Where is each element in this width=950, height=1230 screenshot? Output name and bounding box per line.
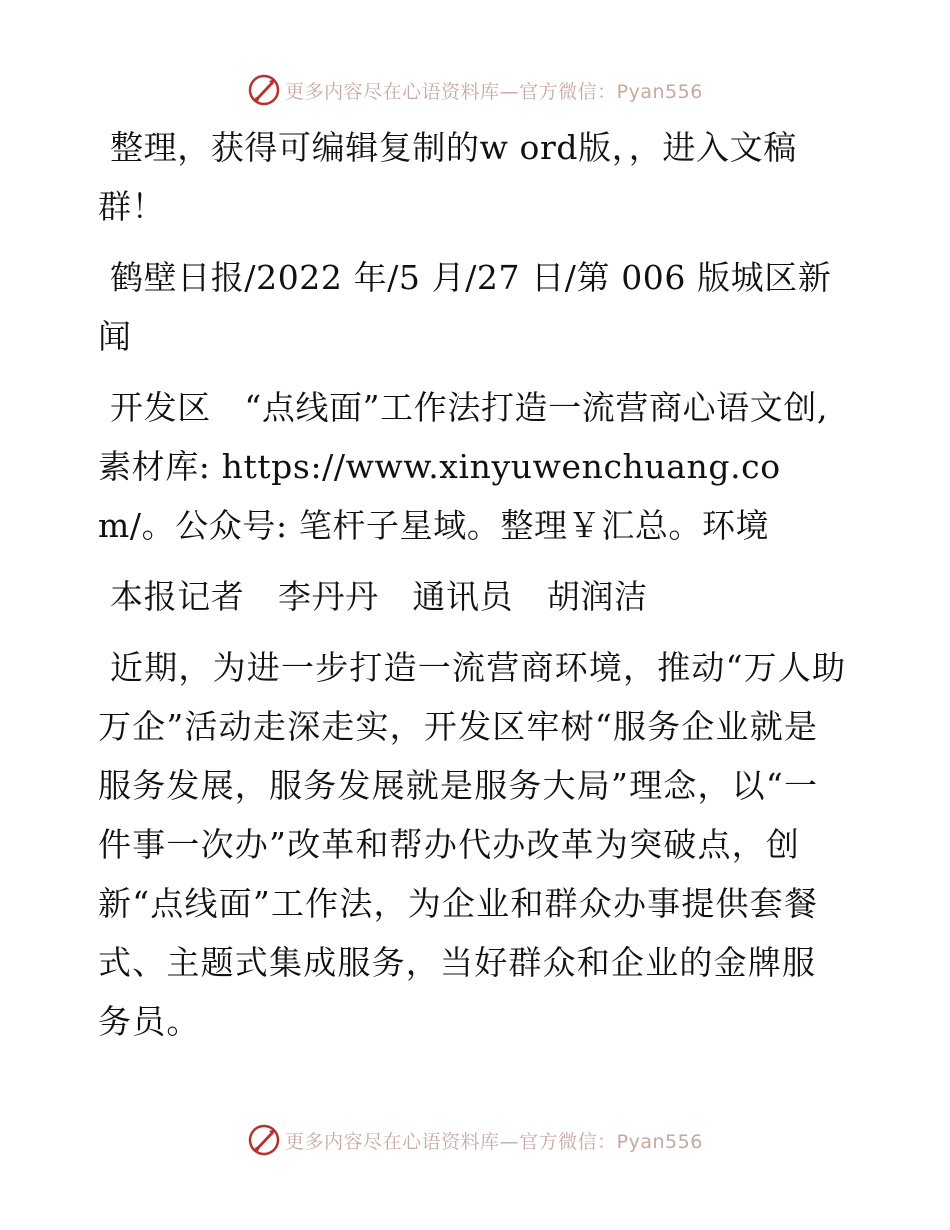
intro-paragraph: 整理，获得可编辑复制的w ord版，，进入文稿群！ [98, 128, 797, 226]
article-paragraph: 近期，为进一步打造一流营商环境，推动“万人助万企”活动走深走实，开发区牢树“服务企业就是服务发展，服务发展就是服务大局”理念，以“一件事一次办”改革和帮办代办改革为突破点，创新“点线面”工作法，为企业和群众办事提供套餐式、主题式集成服务，当好群众和企业的金牌服务员。 [98, 648, 847, 1041]
quill-pen-logo-icon [247, 1123, 281, 1157]
document-body [98, 118, 850, 1063]
watermark-text: 更多内容尽在心语资料库—官方微信：Pyan556 [285, 1130, 703, 1153]
watermark-text: 更多内容尽在心语资料库—官方微信：Pyan556 [285, 80, 703, 103]
byline: 本报记者 李丹丹 通讯员 胡润洁 [110, 577, 648, 616]
article-title: 开发区 “点线面”工作法打造一流营商心语文创,素材库: https://www.xinyuwenchuang.com/。公众号: 笔杆子星域。整理￥汇总。环境 [98, 388, 829, 545]
source-line: 鹤壁日报/2022 年/5 月/27 日/第 006 版城区新闻 [98, 258, 832, 356]
footer-watermark [0, 1120, 950, 1160]
quill-pen-logo-icon [247, 73, 281, 107]
header-watermark [0, 70, 950, 110]
